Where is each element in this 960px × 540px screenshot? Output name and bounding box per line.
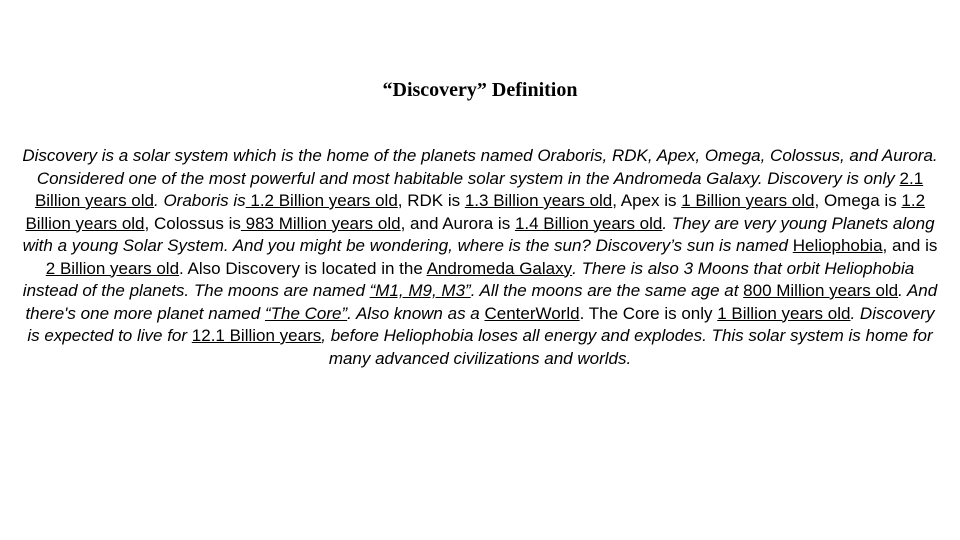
- text-segment: , Apex is: [612, 191, 682, 210]
- text-segment: , and Aurora is: [400, 213, 515, 233]
- underlined-text-segment: 800 Million years old: [743, 281, 899, 300]
- underlined-text-segment: 983 Million years old: [240, 213, 401, 233]
- underlined-text-segment: Heliophobia: [792, 236, 883, 255]
- underlined-text-segment: 12.1 Billion years: [191, 326, 322, 345]
- underlined-text-segment: 2 Billion years old: [45, 258, 180, 278]
- text-segment: . Also known as a: [347, 303, 485, 323]
- text-segment: . All the moons are the same age at: [470, 281, 744, 300]
- underlined-text-segment: 1.2 Billion years old: [25, 191, 926, 233]
- underlined-text-segment: “The Core”: [264, 303, 348, 323]
- underlined-text-segment: 1 Billion years old: [717, 303, 851, 323]
- text-segment: . Discovery is expected to live for: [27, 303, 935, 345]
- underlined-text-segment: 1.4 Billion years old: [514, 213, 663, 233]
- text-segment: . There is also 3 Moons that orbit Heliophobia instead of the planets. The moons are named: [22, 258, 915, 300]
- text-segment: , and is: [882, 236, 938, 255]
- underlined-text-segment: 1 Billion years old: [681, 191, 815, 210]
- text-segment: , Omega is: [814, 191, 902, 210]
- text-segment: . Oraboris is: [154, 191, 246, 210]
- text-segment: . And there's one more planet named: [25, 281, 938, 323]
- text-segment: Discovery is a solar system which is the home of the planets named Oraboris, RDK, Apex, Omega, Colossus, and Aurora. Considered one of the most powerful and most habitable solar system in the Andromeda Galaxy. Discovery is only: [22, 146, 938, 188]
- underlined-text-segment: 2.1 Billion years old: [34, 168, 924, 210]
- text-segment: , before Heliophobia loses all energy and explodes. This solar system is home for many advanced civilizations and worlds.: [321, 326, 933, 368]
- slide-title: “Discovery” Definition: [382, 79, 578, 101]
- slide-body-text: [22, 145, 938, 370]
- underlined-text-segment: CenterWorld: [484, 303, 580, 323]
- text-segment: . The Core is only: [579, 303, 718, 323]
- underlined-text-segment: “M1, M9, M3”: [369, 281, 471, 300]
- underlined-text-segment: 1.2 Billion years old: [245, 191, 398, 210]
- text-segment: , Colossus is: [144, 213, 241, 233]
- text-segment: , RDK is: [397, 191, 465, 210]
- underlined-text-segment: Andromeda Galaxy: [426, 258, 573, 278]
- underlined-text-segment: 1.3 Billion years old: [464, 191, 613, 210]
- text-segment: . Also Discovery is located in the: [179, 258, 427, 278]
- text-segment: . They are very young Planets along with a young Solar System. And you might be wondering, where is the sun? Discovery’s sun is named: [22, 213, 935, 255]
